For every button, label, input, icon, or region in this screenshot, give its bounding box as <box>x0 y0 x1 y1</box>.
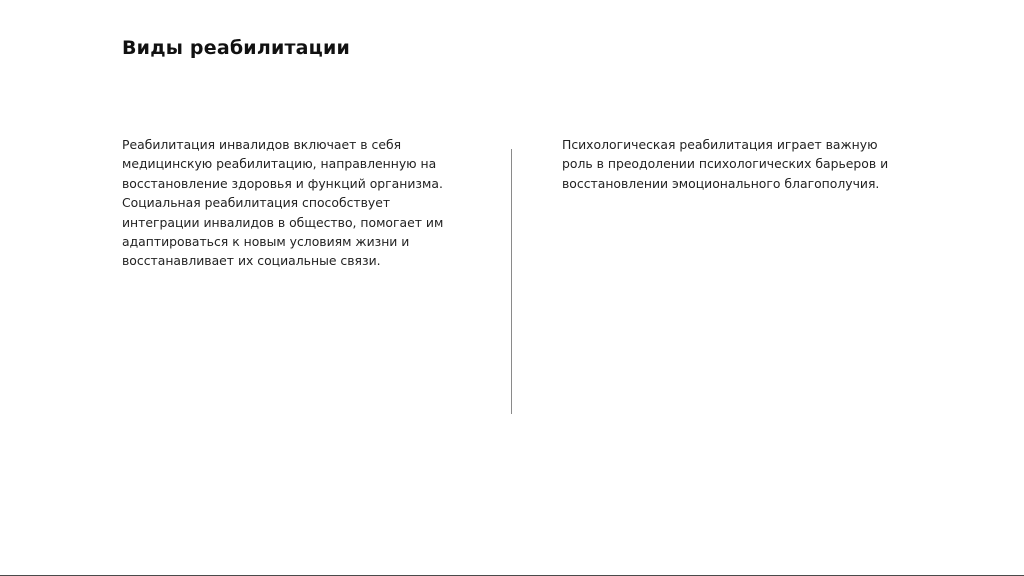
left-column-text: Реабилитация инвалидов включает в себя медицинскую реабилитацию, направленную на восстановление здоровья и функций организма. Социальная реабилитация способствует интеграции инвалидов в общество, помогает им адаптироваться к новым условиям жизни и восстанавливает их социальные связи. <box>122 137 444 269</box>
slide-title: Виды реабилитации <box>122 37 350 59</box>
right-column-text: Психологическая реабилитация играет важную роль в преодолении психологических барьеров и восстановлении эмоционального благополучия. <box>562 137 889 191</box>
column-divider <box>511 149 512 414</box>
